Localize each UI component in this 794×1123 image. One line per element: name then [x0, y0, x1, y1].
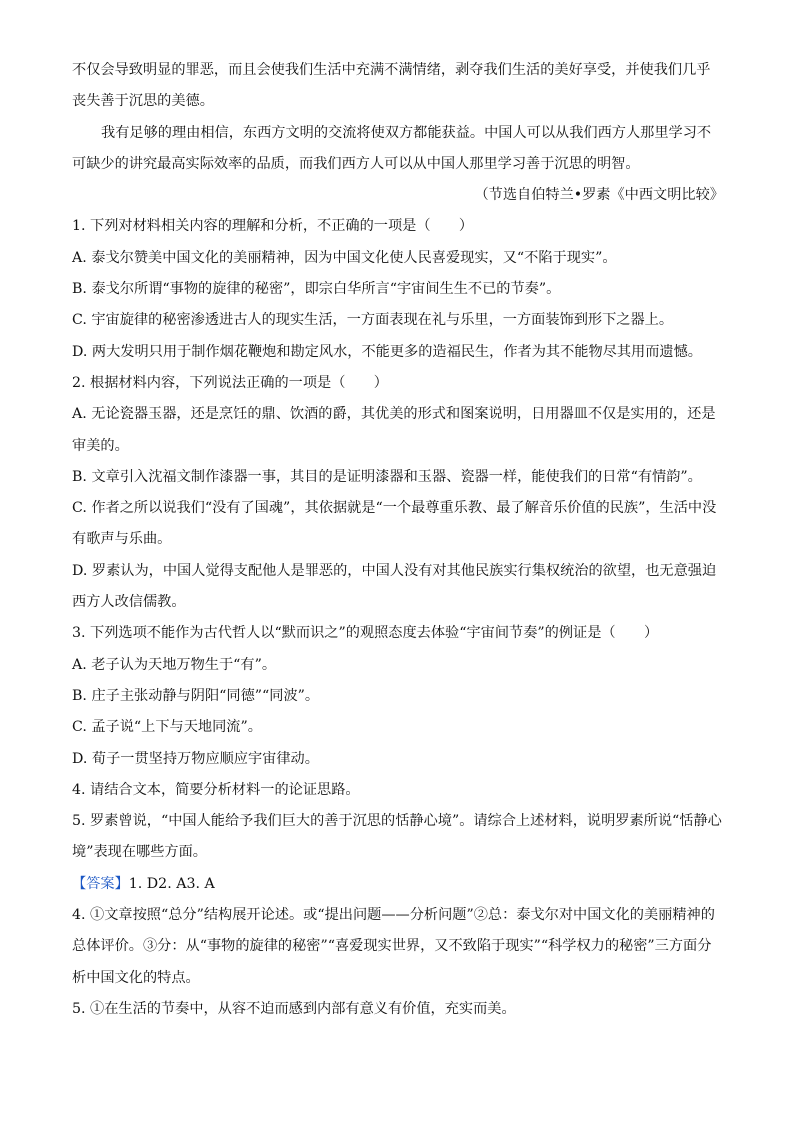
question-1-option-a: A. 泰戈尔赞美中国文化的美丽精神，因为中国文化使人民喜爱现实，又“不陷于现实”。 [72, 249, 617, 266]
answer-line [72, 869, 724, 900]
document-page [72, 55, 724, 1025]
question-2-option-d: D. 罗素认为，中国人觉得支配他人是罪恶的，中国人没有对其他民族实行集权统治的欲望，也无意强迫西方人改信儒教。 [72, 562, 717, 611]
question-4-stem: 4. 请结合文本，简要分析材料一的论证思路。 [72, 781, 360, 798]
answer-choices: 1. D2. A3. A [128, 875, 215, 892]
question-1-stem: 1. 下列对材料相关内容的理解和分析，不正确的一项是（ ） [72, 218, 474, 235]
question-2-option-a: A. 无论瓷器玉器，还是烹饪的鼎、饮酒的爵，其优美的形式和图案说明，日用器皿不仅是实用的，还是审美的。 [72, 406, 716, 454]
question-3-option-d: D. 荀子一贯坚持万物应顺应宇宙律动。 [72, 750, 319, 767]
question-2-option-b: B. 文章引入沈福文制作漆器一事，其目的是证明漆器和玉器、瓷器一样，能使我们的日常“有情韵”。 [72, 468, 702, 485]
question-3-stem: 3. 下列选项不能作为古代哲人以“默而识之”的观照态度去体验“宇宙间节奏”的例证是（ ） [72, 625, 659, 642]
passage-paragraph: 我有足够的理由相信，东西方文明的交流将使双方都能获益。中国人可以从我们西方人那里学习不可缺少的讲究最高实际效率的品质，而我们西方人可以从中国人那里学习善于沉思的明智。 [72, 124, 712, 172]
question-3-option-c: C. 孟子说“上下与天地同流”。 [72, 719, 262, 736]
question-2-option-c: C. 作者之所以说我们“没有了国魂”，其依据就是“一个最尊重乐教、最了解音乐价值的民族”，生活中没有歌声与乐曲。 [72, 500, 717, 548]
question-1-option-d: D. 两大发明只用于制作烟花鞭炮和勘定风水，不能更多的造福民生，作者为其不能物尽其用而遗憾。 [72, 343, 702, 360]
passage-paragraph: 不仅会导致明显的罪恶，而且会使我们生活中充满不满情绪，剥夺我们生活的美好享受，并使我们几乎丧失善于沉思的美德。 [72, 62, 711, 110]
passage-source: （节选自伯特兰•罗素《中西文明比较》 [474, 187, 724, 204]
question-1-option-c: C. 宇宙旋律的秘密渗透进古人的现实生活，一方面表现在礼与乐里，一方面装饰到形下之器上。 [72, 312, 674, 329]
question-2-stem: 2. 根据材料内容，下列说法正确的一项是（ ） [72, 374, 388, 391]
answer-5: 5. ①在生活的节奏中，从容不迫而感到内部有意义有价值，充实而美。 [72, 1000, 516, 1017]
answer-4: 4. ①文章按照“总分”结构展开论述。或“提出问题——分析问题”②总：泰戈尔对中国文化的美丽精神的总体评价。③分：从“事物的旋律的秘密”“喜爱现实世界，又不致陷于现实”“科学权力的秘密”三方面分析中国文化的特点。 [72, 907, 715, 986]
question-3-option-a: A. 老子认为天地万物生于“有”。 [72, 656, 277, 673]
question-5-stem: 5. 罗素曾说，“中国人能给予我们巨大的善于沉思的恬静心境”。请综合上述材料，说明罗素所说“恬静心境”表现在哪些方面。 [72, 813, 722, 861]
question-3-option-b: B. 庄子主张动静与阴阳“同德”“同波”。 [72, 687, 320, 704]
question-1-option-b: B. 泰戈尔所谓“事物的旋律的秘密”，即宗白华所言“宇宙间生生不已的节奏”。 [72, 281, 561, 298]
answer-tag: 【答案】 [72, 875, 129, 892]
